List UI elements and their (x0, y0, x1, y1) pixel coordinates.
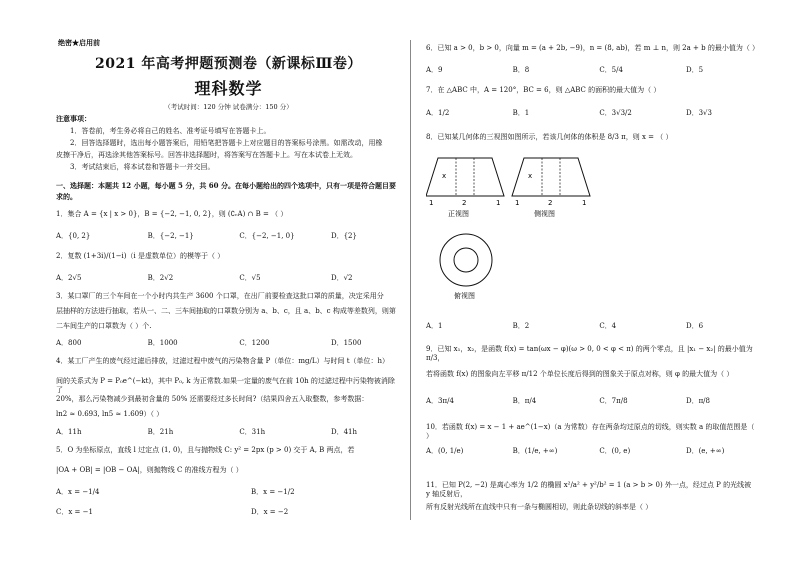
question-4-line: 20%，那么污染物减少到最初含量的 50% 还需要经过多长时间?（结果四舍五入取整数，参考数据： (56, 395, 369, 403)
option: D．6 (685, 322, 704, 330)
note-item: 2．回答选择题时，选出每小题答案后，用铅笔把答题卡上对应题目的答案标号涂黑。如需改动，用橡 (70, 139, 383, 147)
option: A．x = −1/4 (56, 488, 100, 496)
option: C．31h (239, 428, 266, 436)
exam-title: 2021 年高考押题预测卷（新课标Ⅲ卷） (95, 56, 362, 72)
note-item: 1．答卷前，考生务必将自己的姓名、准考证号填写在答题卡上。 (70, 127, 271, 135)
question-5-line: |OA + OB| = |OB − OA|，则抛物线 C 的准线方程为（ ） (56, 466, 243, 474)
option: A．(0, 1/e) (426, 447, 464, 455)
option: B．1 (512, 109, 530, 117)
question-11-line: 所有反射光线所在直线中只有一条与椭圆相切，则此条切线的斜率是（ ） (426, 503, 653, 511)
question-8-options (426, 322, 776, 331)
option: D．1500 (330, 339, 362, 347)
front-dim: 1 (429, 199, 434, 207)
question-4-line: 4．某工厂产生的废气经过滤后排放，过滤过程中废气的污染物含量 P（单位：mg/L）与时间 t（单位：h） (56, 357, 390, 365)
question-3-line: 3．某口罩厂的三个车间在一个小时内共生产 3600 个口罩，在出厂前要检查这批口罩的质量，决定采用分 (56, 292, 384, 300)
option: D．5 (685, 66, 704, 74)
question-6-options (426, 66, 776, 75)
option: A．3π/4 (426, 397, 454, 405)
option: C．3√3/2 (599, 109, 632, 117)
question-9-line: 9．已知 x₁，x₂，是函数 f(x) = tan(ωx − φ)(ω > 0, 0 < φ < π) 的两个零点，且 |x₁ − x₂| 的最小值为 π/3， (426, 345, 753, 363)
notes-heading: 注意事项： (56, 114, 91, 123)
option: B．x = −1/2 (251, 488, 295, 496)
option: B．π/4 (512, 397, 537, 405)
question-9-line: 若将函数 f(x) 的图象向左平移 π/12 个单位长度后得到的图象关于原点对称，则 φ 的最大值为（ ） (426, 370, 734, 378)
question-5-options (56, 508, 421, 517)
question-5-line: 5．O 为坐标原点，直线 l 过定点 (1, 0)，且与抛物线 C: y² = 2px (p > 0) 交于 A, B 两点，若 (56, 446, 355, 454)
option: D．(e, +∞) (685, 447, 725, 455)
three-view-figure (426, 148, 596, 318)
option: A．1/2 (426, 109, 450, 117)
question-6-stem: 6．已知 a > 0，b > 0，向量 m = (a + 2b, −9)，n = (8, ab)，若 m ⊥ n，则 2a + b 的最小值为（ ） (426, 44, 760, 52)
section-heading: 一、选择题：本题共 12 小题，每小题 5 分，共 60 分。在每小题给出的四个选项中，只有一项是符合题目要 (56, 181, 396, 190)
front-x-label: x (442, 172, 447, 180)
option: A．{0, 2} (56, 232, 91, 240)
option: A．2√5 (56, 274, 82, 282)
option: C．1200 (239, 339, 270, 347)
option: B．{−2, −1} (147, 232, 194, 240)
front-view (426, 158, 504, 218)
question-3-options (56, 339, 421, 348)
question-10-stem: 10．若函数 f(x) = x − 1 + ae^(1−x)（a 为常数）存在两条均过原点的切线，则实数 a 的取值范围是（ ） (426, 423, 755, 441)
side-x-label: x (528, 172, 533, 180)
option: A．11h (56, 428, 82, 436)
section-heading-cont: 求的。 (56, 192, 77, 201)
question-2-options (56, 274, 421, 283)
option: C．{−2, −1, 0} (239, 232, 295, 240)
front-view-label: 正视图 (448, 210, 469, 218)
option: C．(0, e) (599, 447, 631, 455)
question-7-options (426, 109, 776, 118)
option: D．√2 (330, 274, 353, 282)
option: A．9 (426, 66, 443, 74)
exam-meta: （考试时间：120 分钟 试卷满分：150 分） (164, 103, 293, 111)
option: C．√5 (239, 274, 261, 282)
question-7-stem: 7．在 △ABC 中，A = 120°，BC = 6，则 △ABC 的面积的最大值为（ ） (426, 86, 661, 94)
exam-subject: 理科数学 (194, 79, 263, 98)
question-3-line: 层抽样的方法进行抽取，若从一、二、三车间抽取的口罩数分别为 a、b、c，且 a、b、c 构成等差数列，则第 (56, 307, 396, 315)
option: A．800 (56, 339, 82, 347)
option: B．2 (512, 322, 530, 330)
question-8-stem: 8．已知某几何体的三视图如图所示，若该几何体的体积是 8/3 π，则 x = （ ） (426, 133, 673, 141)
option: C．x = −1 (56, 508, 93, 516)
side-dim: 1 (515, 199, 520, 207)
option: C．4 (599, 322, 617, 330)
option: D．π/8 (685, 397, 710, 405)
option: D．{2} (330, 232, 357, 240)
option: B．2√2 (147, 274, 174, 282)
front-dim: 2 (462, 199, 467, 207)
option: B．(1/e, +∞) (512, 447, 558, 455)
option: C．5/4 (599, 66, 623, 74)
top-view (440, 234, 492, 300)
question-9-options (426, 397, 776, 406)
option: D．x = −2 (251, 508, 289, 516)
top-view-label: 俯视图 (454, 292, 475, 300)
question-10-options (426, 447, 776, 456)
question-5-options (56, 488, 421, 497)
question-1-stem: 1．集合 A = {x | x > 0}，B = {−2, −1, 0, 2}，则 (∁ᵣA) ∩ B = （ ） (56, 210, 288, 218)
secret-tag: 绝密★启用前 (58, 38, 100, 47)
question-4-options (56, 428, 421, 437)
option: C．7π/8 (599, 397, 628, 405)
question-11-line: 11．已知 P(2, −2) 是离心率为 1/2 的椭圆 x²/a² + y²/b² = 1 (a > b > 0) 外一点，经过点 P 的光线被 y 轴反射后， (426, 481, 752, 499)
option: B．21h (147, 428, 174, 436)
side-view-label: 侧视图 (534, 210, 555, 218)
note-item: 皮擦干净后，再选涂其他答案标号。回答非选择题时，将答案写在答题卡上。写在本试卷上无效。 (56, 151, 357, 159)
question-4-line: ln2 ≈ 0.693, ln5 ≈ 1.609）（ ） (56, 410, 164, 418)
question-1-options (56, 232, 421, 241)
option: B．1000 (147, 339, 178, 347)
option: B．8 (512, 66, 530, 74)
side-view (512, 158, 590, 218)
option: D．3√3 (685, 109, 712, 117)
option: A．1 (426, 322, 443, 330)
option: D．41h (330, 428, 357, 436)
question-4-line: 间的关系式为 P = P₀e^(−kt)，其中 P₀, k 为正常数.如果一定量的废气在前 10h 的过滤过程中污染物被消除了 (56, 377, 395, 395)
front-dim: 1 (496, 199, 501, 207)
question-2-stem: 2．复数 (1+3i)/(1−i)（i 是虚数单位）的模等于（ ） (56, 252, 225, 260)
question-3-line: 二车间生产的口罩数为（ ）个. (56, 322, 152, 330)
side-dim: 1 (582, 199, 587, 207)
note-item: 3．考试结束后，将本试卷和答题卡一并交回。 (70, 163, 215, 171)
side-dim: 2 (548, 199, 553, 207)
